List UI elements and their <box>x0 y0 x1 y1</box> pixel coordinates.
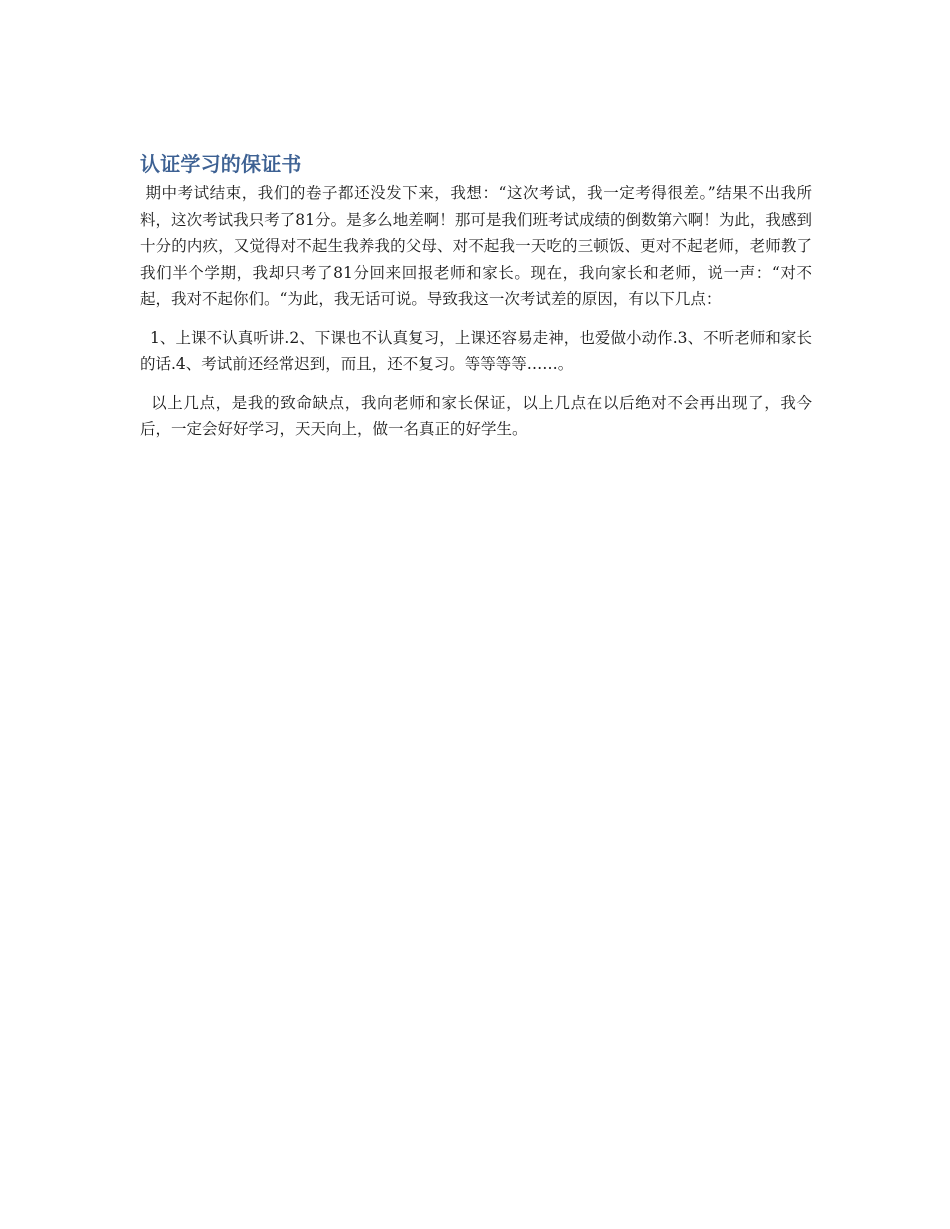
document-body <box>140 150 812 443</box>
paragraph-reasons: 1、上课不认真听讲.2、下课也不认真复习，上课还容易走神，也爱做小动作.3、不听老师和家长的话.4、考试前还经常迟到，而且，还不复习。等等等等……。 <box>140 328 812 373</box>
document-title: 认证学习的保证书 <box>140 152 302 176</box>
paragraph-intro: 期中考试结束，我们的卷子都还没发下来，我想：“这次考试，我一定考得很差。”结果不出我所料，这次考试我只考了81分。是多么地差啊！那可是我们班考试成绩的倒数第六啊！为此，我感到十分的内疚，又觉得对不起生我养我的父母、对不起我一天吃的三顿饭、更对不起老师，老师教了我们半个学期，我却只考了81分回来回报老师和家长。现在，我向家长和老师，说一声：“对不起，我对不起你们。“为此，我无话可说。导致我这一次考试差的原因，有以下几点： <box>140 184 812 308</box>
paragraph-promise: 以上几点，是我的致命缺点，我向老师和家长保证，以上几点在以后绝对不会再出现了，我今后，一定会好好学习，天天向上，做一名真正的好学生。 <box>140 393 812 438</box>
